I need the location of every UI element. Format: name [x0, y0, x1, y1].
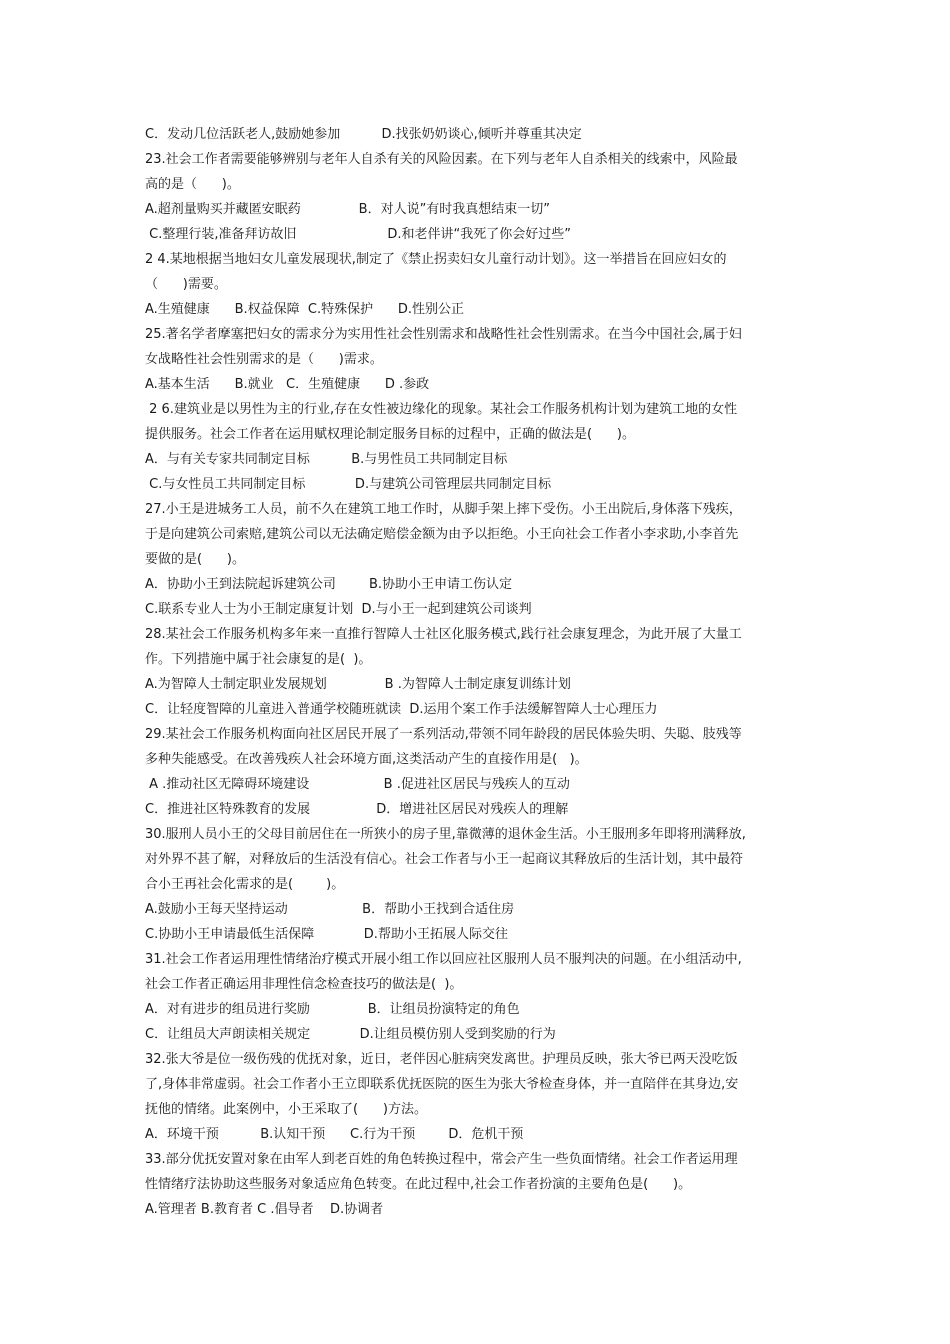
text-line: C．让轻度智障的儿童进入普通学校随班就读 D.运用个案工作手法缓解智障人士心理压力 [145, 702, 658, 717]
text-line: A.鼓励小王每天坚持运动 B．帮助小王找到合适住房 [145, 902, 515, 917]
text-line: 32.张大爷是位一级伤残的优抚对象，近日，老伴因心脏病突发离世。护理员反映，张大爷已两天没吃饭 [145, 1052, 738, 1067]
text-line: 社会工作者正确运用非理性信念检查技巧的做法是( )。 [145, 977, 463, 992]
text-line: 提供服务。社会工作者在运用赋权理论制定服务目标的过程中，正确的做法是( )。 [145, 427, 635, 442]
text-line: 性情绪疗法协助这些服务对象适应角色转变。在此过程中,社会工作者扮演的主要角色是( )。 [145, 1177, 692, 1192]
text-line: A.为智障人士制定职业发展规划 B .为智障人士制定康复训练计划 [145, 677, 571, 692]
text-line: 抚他的情绪。此案例中，小王采取了( )方法。 [145, 1102, 427, 1117]
text-line: 作。下列措施中属于社会康复的是( )。 [145, 652, 372, 667]
text-line: 31.社会工作者运用理性情绪治疗模式开展小组工作以回应社区服刑人员不服判决的问题。在小组活动中, [145, 952, 742, 967]
text-line: 了,身体非常虚弱。社会工作者小王立即联系优抚医院的医生为张大爷检查身体，并一直陪伴在其身边,安 [145, 1077, 739, 1092]
text-line: 合小王再社会化需求的是( )。 [145, 877, 345, 892]
text-line: 对外界不甚了解，对释放后的生活没有信心。社会工作者与小王一起商议其释放后的生活计划，其中最符 [145, 852, 744, 867]
text-line: 30.服刑人员小王的父母目前居住在一所狭小的房子里,靠微薄的退休金生活。小王服刑多年即将刑满释放, [145, 827, 746, 842]
text-line: A.生殖健康 B.权益保障 C.特殊保护 D.性别公正 [145, 302, 465, 317]
text-line: A．环境干预 B.认知干预 C.行为干预 D．危机干预 [145, 1127, 524, 1142]
text-line: 于是向建筑公司索赔,建筑公司以无法确定赔偿金额为由予以拒绝。小王向社会工作者小李求助,小李首先 [145, 527, 739, 542]
text-line: C．推进社区特殊教育的发展 D．增进社区居民对残疾人的理解 [145, 802, 569, 817]
text-line: 33.部分优抚安置对象在由军人到老百姓的角色转换过程中，常会产生一些负面情绪。社会工作者运用理 [145, 1152, 738, 1167]
text-line: 25.著名学者摩塞把妇女的需求分为实用性社会性别需求和战略性社会性别需求。在当今中国社会,属于妇 [145, 327, 742, 342]
text-line: A．与有关专家共同制定目标 B.与男性员工共同制定目标 [145, 452, 508, 467]
text-line: A．对有进步的组员进行奖励 B．让组员扮演特定的角色 [145, 1002, 520, 1017]
text-line: 23.社会工作者需要能够辨别与老年人自杀有关的风险因素。在下列与老年人自杀相关的线索中，风险最 [145, 152, 738, 167]
text-line: C．发动几位活跃老人,鼓励她参加 D.找张奶奶谈心,倾听并尊重其决定 [145, 127, 582, 142]
text-line: C．让组员大声朗读相关规定 D.让组员模仿别人受到奖励的行为 [145, 1027, 556, 1042]
text-line: A .推动社区无障碍环境建设 B .促进社区居民与残疾人的互动 [145, 777, 570, 792]
text-line: 高的是（ )。 [145, 177, 240, 192]
text-line: C.协助小王申请最低生活保障 D.帮助小王拓展人际交往 [145, 927, 508, 942]
text-line: 2 4.某地根据当地妇女儿童发展现状,制定了《禁止拐卖妇女儿童行动计划》。这一举措旨在回应妇女的 [145, 252, 727, 267]
text-line: 29.某社会工作服务机构面向社区居民开展了一系列活动,带领不同年龄段的居民体验失明、失聪、肢残等 [145, 727, 742, 742]
text-line: C.整理行装,准备拜访故旧 D.和老伴讲“我死了你会好过些” [145, 227, 571, 242]
text-line: A.基本生活 B.就业 C．生殖健康 D .参政 [145, 377, 430, 392]
text-line: 要做的是( )。 [145, 552, 245, 567]
text-line: A.管理者 B.教育者 C .倡导者 D.协调者 [145, 1202, 384, 1217]
text-line: 多种失能感受。在改善残疾人社会环境方面,这类活动产生的直接作用是( )。 [145, 752, 588, 767]
text-line: 女战略性社会性别需求的是（ )需求。 [145, 352, 383, 367]
text-line: A．协助小王到法院起诉建筑公司 B.协助小王申请工伤认定 [145, 577, 513, 592]
text-line: A.超剂量购买并藏匿安眠药 B．对人说”有时我真想结束一切” [145, 202, 551, 217]
text-line: 2 6.建筑业是以男性为主的行业,存在女性被边缘化的现象。某社会工作服务机构计划为建筑工地的女性 [145, 402, 738, 417]
text-line: 27.小王是进城务工人员，前不久在建筑工地工作时，从脚手架上摔下受伤。小王出院后,身体落下残疾， [145, 502, 742, 517]
text-line: C.与女性员工共同制定目标 D.与建筑公司管理层共同制定目标 [145, 477, 552, 492]
text-line: （ )需要。 [145, 277, 227, 292]
text-line: 28.某社会工作服务机构多年来一直推行智障人士社区化服务模式,践行社会康复理念，为此开展了大量工 [145, 627, 742, 642]
text-line: C.联系专业人士为小王制定康复计划 D.与小王一起到建筑公司谈判 [145, 602, 532, 617]
